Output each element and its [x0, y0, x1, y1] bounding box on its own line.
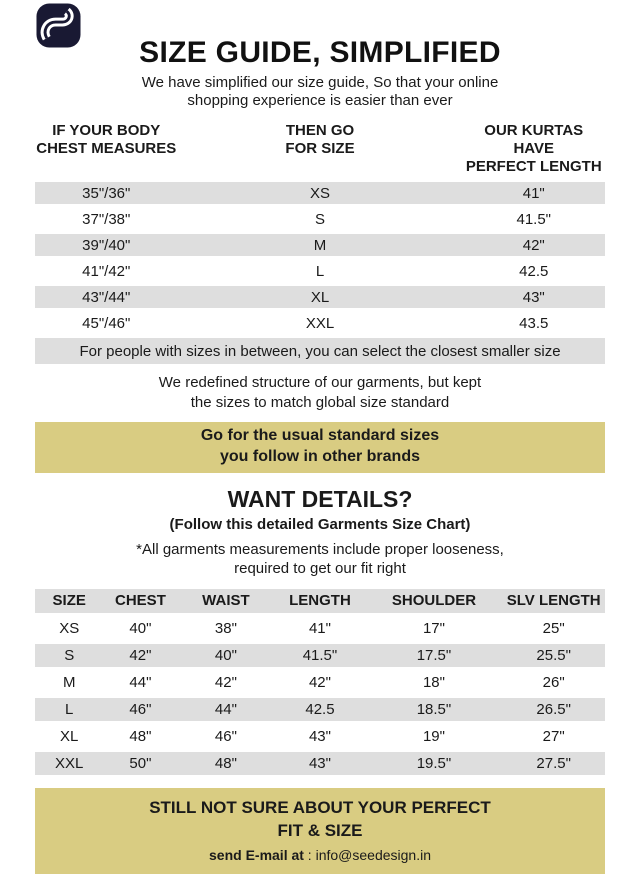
- col-shoulder-header: SHOULDER: [366, 589, 503, 613]
- redefined-note: [35, 373, 605, 412]
- fit-col-chest-header: IF YOUR BODY CHEST MEASURES: [36, 122, 177, 157]
- in-between-sizes-note: For people with sizes in between, you can select the closest smaller size: [35, 338, 605, 364]
- table-row: 45"/46" XXL 43.5: [82, 314, 549, 332]
- looseness-note: [35, 540, 605, 579]
- col-size-header: SIZE: [35, 589, 103, 613]
- table-row: 35"/36" XS 41": [35, 182, 605, 204]
- fit-table-header-row: [35, 122, 605, 178]
- contact-banner-line-1: STILL NOT SURE ABOUT YOUR PERFECT: [149, 797, 491, 817]
- col-chest-header: CHEST: [103, 589, 177, 613]
- fit-col-length-header: OUR KURTAS HAVE PERFECT LENGTH: [465, 122, 602, 175]
- table-row: XXL 50" 48" 43" 19.5" 27.5": [35, 752, 605, 775]
- col-length-header: LENGTH: [274, 589, 365, 613]
- garment-size-chart: [35, 585, 605, 779]
- fit-col-size-header: THEN GO FOR SIZE: [285, 122, 355, 157]
- banner-line-2: you follow in other brands: [220, 447, 420, 465]
- col-slv-length-header: SLV LENGTH: [502, 589, 605, 613]
- redefined-line-1: We redefined structure of our garments, but kept: [158, 374, 482, 391]
- table-row: L 46" 44" 42.5 18.5" 26.5": [35, 698, 605, 721]
- table-row: 37"/38" S 41.5": [82, 210, 552, 228]
- email-label: send E-mail at: [209, 847, 304, 864]
- page-subtitle: [35, 74, 605, 110]
- email-address: info@seedesign.in: [315, 847, 431, 864]
- table-row: XS 40" 38" 41" 17" 25": [59, 619, 565, 637]
- page-header: [35, 0, 605, 110]
- contact-banner-line-2: FIT & SIZE: [277, 820, 363, 840]
- standard-sizes-banner: [35, 422, 605, 473]
- table-row: XL 48" 46" 43" 19" 27": [60, 727, 565, 745]
- table-row: 43"/44" XL 43": [35, 286, 605, 308]
- table-row: 39"/40" M 42": [35, 234, 605, 256]
- fit-recommendation-table: [35, 118, 605, 338]
- garment-table-header-row: [35, 589, 605, 613]
- table-row: M 44" 42" 42" 18" 26": [62, 673, 565, 691]
- contact-banner: [35, 788, 605, 874]
- brand-logo-icon: [36, 3, 81, 48]
- banner-line-1: Go for the usual standard sizes: [200, 427, 440, 444]
- want-details-title: WANT DETAILS?: [227, 485, 413, 512]
- subtitle-line-2: shopping experience is easier than ever: [187, 92, 453, 109]
- looseness-note-line-2: required to get our fit right: [234, 560, 406, 578]
- want-details-subtitle: (Follow this detailed Garments Size Chart): [169, 515, 471, 533]
- redefined-line-2: the sizes to match global size standard: [190, 393, 450, 411]
- email-separator: :: [303, 847, 316, 864]
- contact-email-line: [35, 847, 605, 863]
- col-waist-header: WAIST: [177, 589, 274, 613]
- table-row: 41"/42" L 42.5: [82, 262, 549, 280]
- page-title: SIZE GUIDE, SIMPLIFIED: [139, 36, 501, 69]
- table-row: S 42" 40" 41.5" 17.5" 25.5": [35, 644, 605, 667]
- looseness-note-line-1: *All garments measurements include proper looseness,: [136, 540, 504, 558]
- subtitle-line-1: We have simplified our size guide, So that your online: [141, 74, 499, 91]
